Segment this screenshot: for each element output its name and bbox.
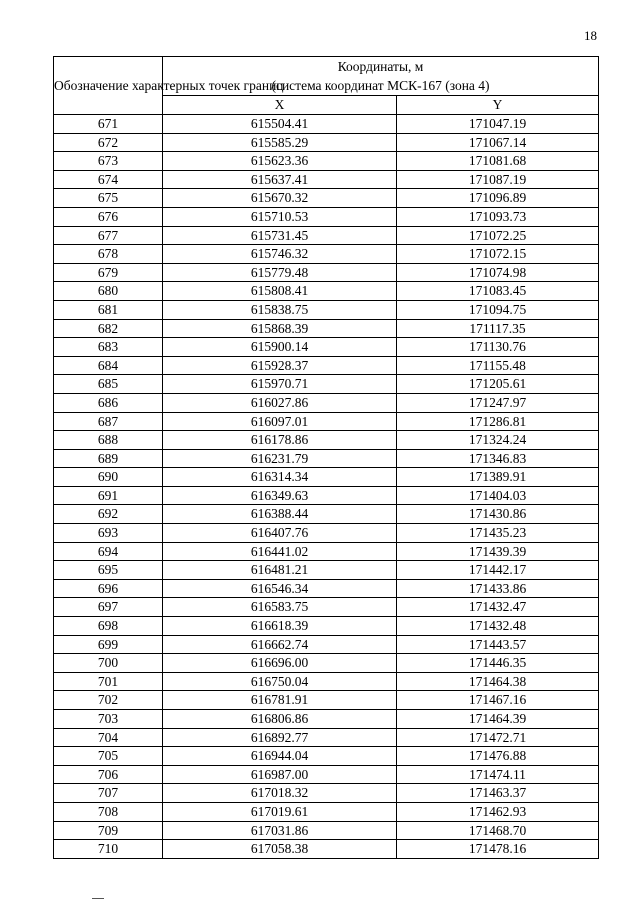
x-coordinate-cell: 615670.32 [163,189,397,208]
point-number-cell: 705 [54,747,163,766]
table-row [54,338,599,357]
point-number-cell: 686 [54,393,163,412]
x-coordinate-cell: 615731.45 [163,226,397,245]
x-coordinate-cell: 616097.01 [163,412,397,431]
point-number-cell: 700 [54,654,163,673]
x-coordinate-cell: 615900.14 [163,338,397,357]
point-number-cell: 684 [54,356,163,375]
point-number-cell: 680 [54,282,163,301]
y-coordinate-cell: 171432.47 [397,598,599,617]
x-coordinate-cell: 615838.75 [163,300,397,319]
table-row [54,691,599,710]
point-number-cell: 678 [54,245,163,264]
y-coordinate-cell: 171443.57 [397,635,599,654]
x-coordinate-cell: 616806.86 [163,710,397,729]
y-coordinate-cell: 171430.86 [397,505,599,524]
x-coordinate-cell: 615585.29 [163,133,397,152]
y-coordinate-cell: 171093.73 [397,207,599,226]
point-number-cell: 685 [54,375,163,394]
x-coordinate-cell: 616662.74 [163,635,397,654]
x-coordinate-cell: 616388.44 [163,505,397,524]
x-coordinate-cell: 616583.75 [163,598,397,617]
point-number-cell: 702 [54,691,163,710]
y-coordinate-cell: 171083.45 [397,282,599,301]
table-row [54,840,599,859]
y-coordinate-cell: 171087.19 [397,170,599,189]
table-body [54,115,599,859]
table-row [54,802,599,821]
point-number-cell: 699 [54,635,163,654]
table-row [54,617,599,636]
point-number-cell: 707 [54,784,163,803]
x-coordinate-cell: 616618.39 [163,617,397,636]
point-number-cell: 709 [54,821,163,840]
y-coordinate-cell: 171435.23 [397,524,599,543]
point-number-cell: 683 [54,338,163,357]
table-row [54,654,599,673]
point-number-cell: 677 [54,226,163,245]
x-coordinate-cell: 617018.32 [163,784,397,803]
y-coordinate-cell: 171468.70 [397,821,599,840]
table-row [54,152,599,171]
y-coordinate-cell: 171463.37 [397,784,599,803]
point-number-cell: 693 [54,524,163,543]
point-number-cell: 704 [54,728,163,747]
x-coordinate-cell: 616546.34 [163,579,397,598]
point-number-cell: 675 [54,189,163,208]
table-row [54,561,599,580]
table-row [54,300,599,319]
x-coordinate-cell: 615779.48 [163,263,397,282]
table-row [54,598,599,617]
y-coordinate-cell: 171247.97 [397,393,599,412]
table-row [54,468,599,487]
x-coordinate-cell: 615623.36 [163,152,397,171]
point-number-cell: 690 [54,468,163,487]
point-number-cell: 710 [54,840,163,859]
table-row [54,115,599,134]
y-coordinate-cell: 171476.88 [397,747,599,766]
y-coordinate-cell: 171047.19 [397,115,599,134]
x-coordinate-cell: 615710.53 [163,207,397,226]
point-number-cell: 671 [54,115,163,134]
point-number-cell: 673 [54,152,163,171]
y-coordinate-cell: 171462.93 [397,802,599,821]
y-coordinate-cell: 171464.38 [397,672,599,691]
table-row [54,245,599,264]
y-coordinate-cell: 171081.68 [397,152,599,171]
y-coordinate-cell: 171442.17 [397,561,599,580]
y-coordinate-cell: 171094.75 [397,300,599,319]
coordinates-header-title: Координаты, м [337,59,424,74]
x-coordinate-cell: 616696.00 [163,654,397,673]
point-number-cell: 679 [54,263,163,282]
y-coordinate-cell: 171346.83 [397,449,599,468]
point-number-cell: 698 [54,617,163,636]
table-row [54,821,599,840]
point-number-cell: 676 [54,207,163,226]
y-coordinate-cell: 171286.81 [397,412,599,431]
x-coordinate-cell: 616750.04 [163,672,397,691]
x-coordinate-cell: 616314.34 [163,468,397,487]
point-number-cell: 689 [54,449,163,468]
x-column-header: X [163,96,397,115]
x-coordinate-cell: 616781.91 [163,691,397,710]
point-number-cell: 694 [54,542,163,561]
y-coordinate-cell: 171096.89 [397,189,599,208]
y-coordinate-cell: 171472.71 [397,728,599,747]
y-coordinate-cell: 171439.39 [397,542,599,561]
y-coordinate-cell: 171067.14 [397,133,599,152]
coordinates-header-system: (система координат МСК-167 (зона 4) [271,78,490,93]
table-row [54,449,599,468]
table-row [54,431,599,450]
x-coordinate-cell: 617019.61 [163,802,397,821]
point-number-cell: 687 [54,412,163,431]
y-coordinate-cell: 171478.16 [397,840,599,859]
point-number-cell: 681 [54,300,163,319]
x-coordinate-cell: 616441.02 [163,542,397,561]
y-coordinate-cell: 171072.25 [397,226,599,245]
y-coordinate-cell: 171467.16 [397,691,599,710]
y-coordinate-cell: 171464.39 [397,710,599,729]
table-row [54,579,599,598]
point-number-cell: 674 [54,170,163,189]
x-coordinate-cell: 617058.38 [163,840,397,859]
point-number-cell: 695 [54,561,163,580]
x-coordinate-cell: 615504.41 [163,115,397,134]
y-coordinate-cell: 171205.61 [397,375,599,394]
x-coordinate-cell: 615637.41 [163,170,397,189]
table-row [54,710,599,729]
point-number-cell: 696 [54,579,163,598]
table-row [54,784,599,803]
x-coordinate-cell: 616892.77 [163,728,397,747]
table-row [54,747,599,766]
table-row [54,263,599,282]
y-coordinate-cell: 171433.86 [397,579,599,598]
table-row [54,486,599,505]
table-row [54,207,599,226]
y-coordinate-cell: 171074.98 [397,263,599,282]
table-row [54,170,599,189]
table-row [54,524,599,543]
table-row [54,505,599,524]
x-coordinate-cell: 615868.39 [163,319,397,338]
y-coordinate-cell: 171404.03 [397,486,599,505]
x-coordinate-cell: 615970.71 [163,375,397,394]
table-row [54,319,599,338]
point-number-cell: 706 [54,765,163,784]
table-row [54,226,599,245]
point-number-cell: 701 [54,672,163,691]
scan-mark [92,898,104,899]
table-header-row [54,57,599,96]
x-coordinate-cell: 616407.76 [163,524,397,543]
point-number-cell: 708 [54,802,163,821]
coordinates-table [53,56,599,859]
table-row [54,542,599,561]
point-number-cell: 691 [54,486,163,505]
table-row [54,133,599,152]
table-row [54,635,599,654]
x-coordinate-cell: 616027.86 [163,393,397,412]
x-coordinate-cell: 616987.00 [163,765,397,784]
point-number-cell: 682 [54,319,163,338]
x-coordinate-cell: 615808.41 [163,282,397,301]
table-row [54,765,599,784]
table-row [54,412,599,431]
y-coordinate-cell: 171324.24 [397,431,599,450]
x-coordinate-cell: 615928.37 [163,356,397,375]
y-coordinate-cell: 171474.11 [397,765,599,784]
table-row [54,393,599,412]
point-number-cell: 703 [54,710,163,729]
y-coordinate-cell: 171117.35 [397,319,599,338]
table-row [54,282,599,301]
point-number-cell: 697 [54,598,163,617]
x-coordinate-cell: 616178.86 [163,431,397,450]
y-column-header: Y [397,96,599,115]
table-row [54,189,599,208]
point-number-cell: 692 [54,505,163,524]
y-coordinate-cell: 171446.35 [397,654,599,673]
table-row [54,375,599,394]
x-coordinate-cell: 616231.79 [163,449,397,468]
x-coordinate-cell: 616349.63 [163,486,397,505]
y-coordinate-cell: 171432.48 [397,617,599,636]
x-coordinate-cell: 615746.32 [163,245,397,264]
page-number: 18 [584,28,597,43]
point-number-cell: 672 [54,133,163,152]
point-column-header: Обозначение характерных точек границ [54,57,163,115]
y-coordinate-cell: 171072.15 [397,245,599,264]
y-coordinate-cell: 171155.48 [397,356,599,375]
table-row [54,728,599,747]
y-coordinate-cell: 171389.91 [397,468,599,487]
x-coordinate-cell: 616481.21 [163,561,397,580]
y-coordinate-cell: 171130.76 [397,338,599,357]
x-coordinate-cell: 616944.04 [163,747,397,766]
x-coordinate-cell: 617031.86 [163,821,397,840]
table-row [54,672,599,691]
table-row [54,356,599,375]
point-number-cell: 688 [54,431,163,450]
